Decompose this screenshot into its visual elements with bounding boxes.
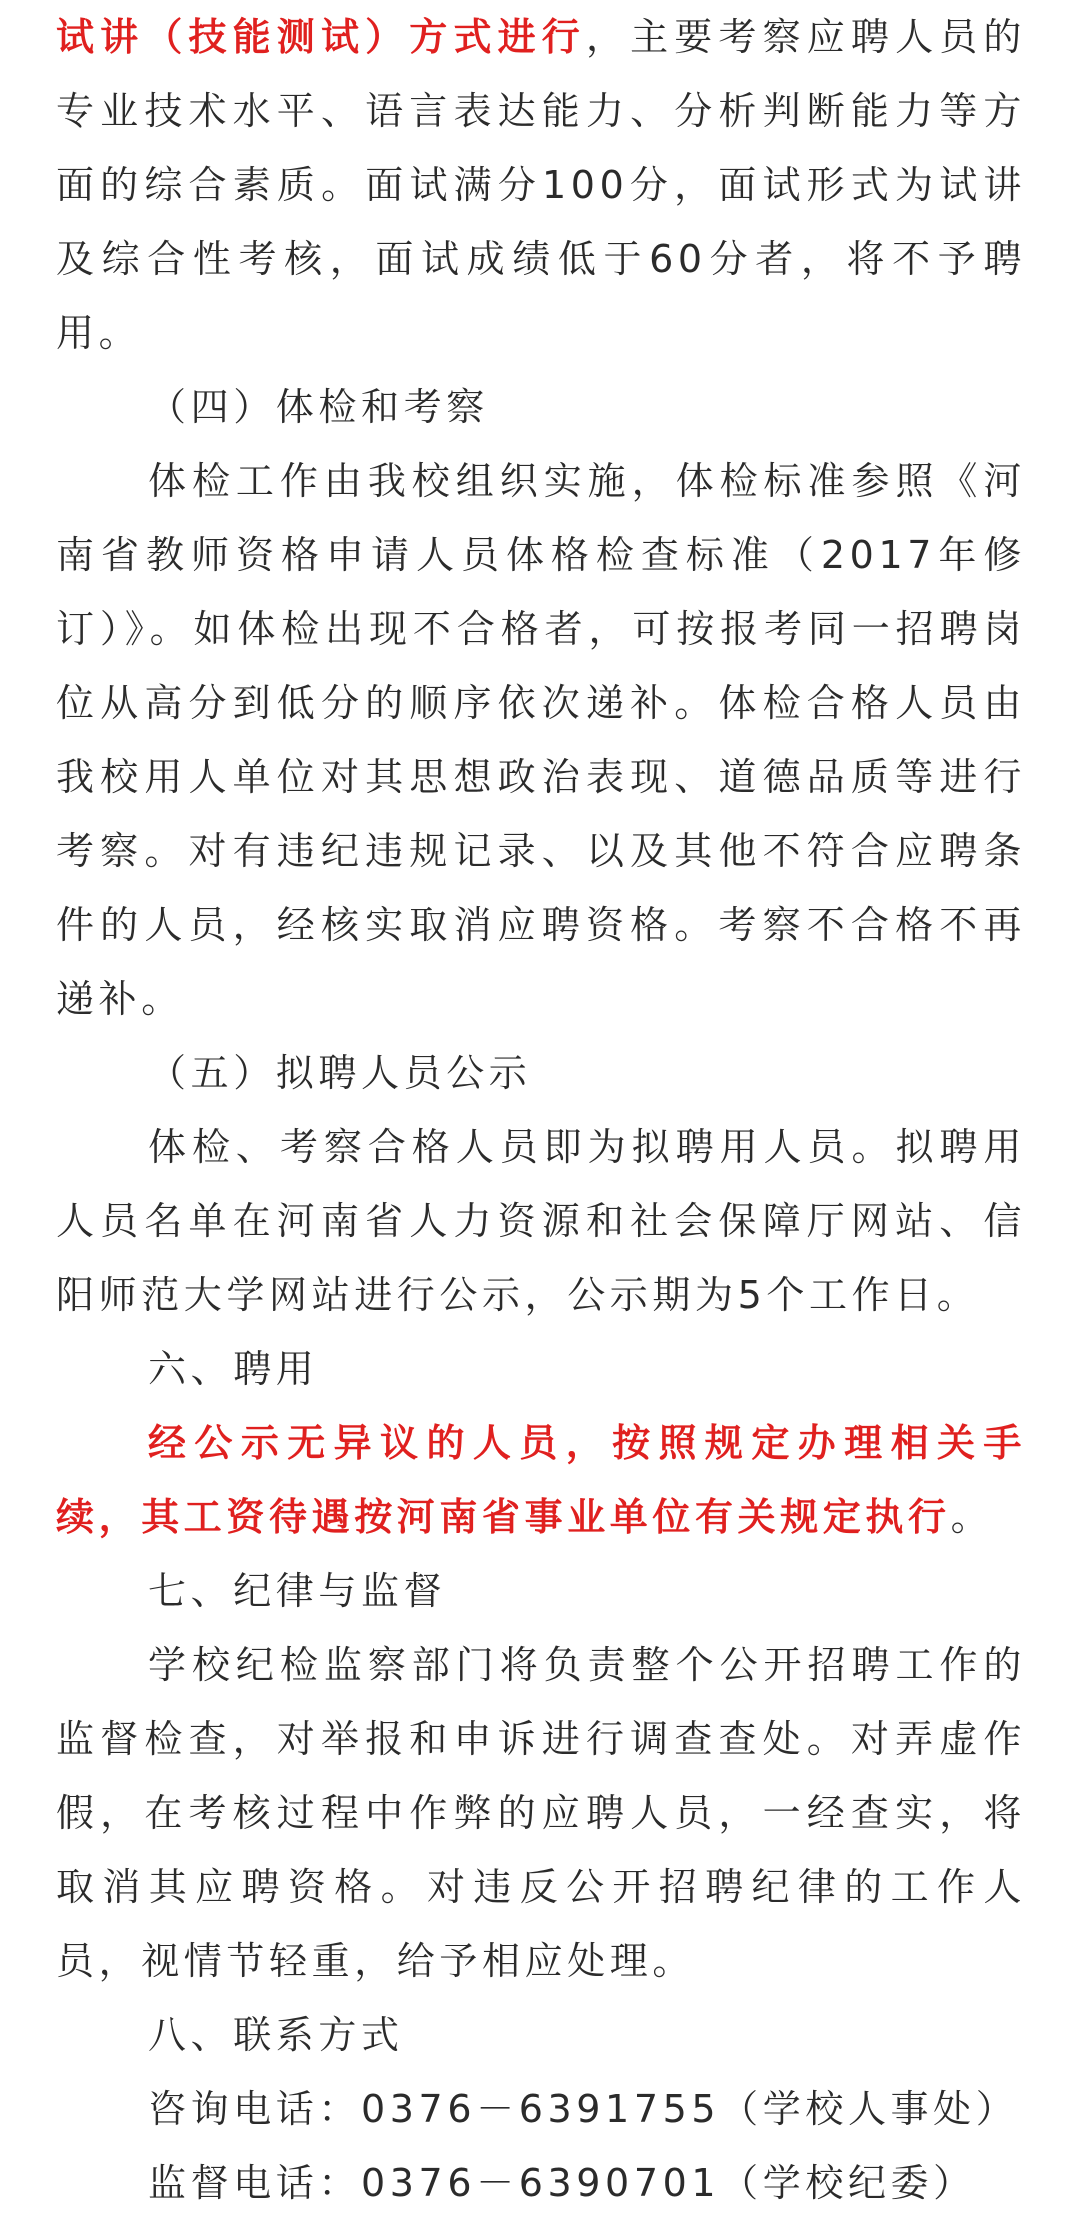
publicity-heading: （五）拟聘人员公示 <box>148 1051 532 1095</box>
supervise-phone: 监督电话：0376－6390701（学校纪委） <box>148 2161 976 2205</box>
hiring-highlight: 经公示无异议的人员，按照规定办理相关手续，其工资待遇按河南省事业单位有关规定执行 <box>56 1421 1026 1539</box>
interview-paragraph <box>56 0 1026 370</box>
contact-heading: 八、联系方式 <box>148 2013 404 2057</box>
hiring-tail: 。 <box>950 1495 994 1539</box>
hiring-paragraph <box>56 1406 1026 1554</box>
interview-text: ，主要考察应聘人员的专业技术水平、语言表达能力、分析判断能力等方面的综合素质。面试满分100分，面试形式为试讲及综合性考核，面试成绩低于60分者，将不予聘用。 <box>56 15 1026 355</box>
discipline-heading: 七、纪律与监督 <box>148 1569 447 1613</box>
interview-highlight: 试讲（技能测试）方式进行 <box>56 15 586 59</box>
hiring-heading: 六、聘用 <box>148 1347 319 1391</box>
medical-heading: （四）体检和考察 <box>148 385 489 429</box>
publicity-paragraph: 体检、考察合格人员即为拟聘用人员。拟聘用人员名单在河南省人力资源和社会保障厅网站、信阳师范大学网站进行公示，公示期为5个工作日。 <box>56 1125 1026 1317</box>
medical-paragraph: 体检工作由我校组织实施，体检标准参照《河南省教师资格申请人员体格检查标准（2017年修订）》。如体检出现不合格者，可按报考同一招聘岗位从高分到低分的顺序依次递补。体检合格人员由我校用人单位对其思想政治表现、道德品质等进行考察。对有违纪违规记录、以及其他不符合应聘条件的人员，经核实取消应聘资格。考察不合格不再递补。 <box>56 459 1026 1021</box>
consult-phone: 咨询电话：0376－6391755（学校人事处） <box>148 2087 1019 2131</box>
article-body <box>56 0 1026 2220</box>
discipline-paragraph: 学校纪检监察部门将负责整个公开招聘工作的监督检查，对举报和申诉进行调查查处。对弄虚作假，在考核过程中作弊的应聘人员，一经查实，将取消其应聘资格。对违反公开招聘纪律的工作人员，视情节轻重，给予相应处理。 <box>56 1643 1026 1983</box>
